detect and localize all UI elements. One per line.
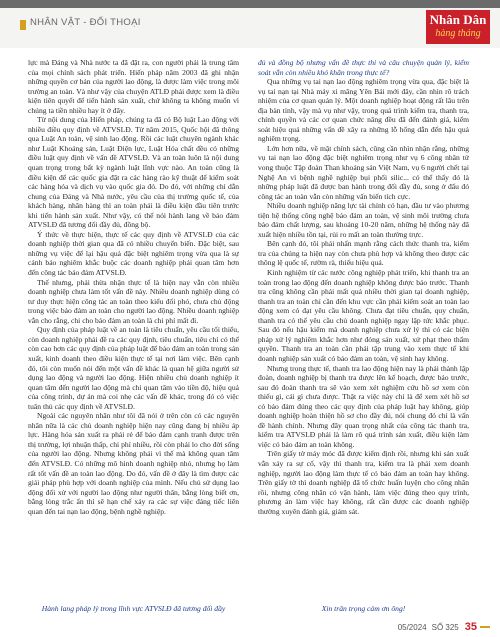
paragraph: Trên giấy tờ máy móc đã được kiểm định rồi, nhưng khi sản xuất vẫn xảy ra sự cố, vậy thì thanh tra, kiểm tra là phải xem doanh nghiệp, người lao động làm thực tế có bảo đảm an toàn hay không. Trên giấy tờ thì doanh nghiệp đã tổ chức huấn luyện cho công nhân rồi, nhưng công nhân có vận hành, làm việc đúng theo quy trình, phương án làm việc hay không, rất cần được các doanh nghiệp thường xuyên đánh giá, giám sát. [258, 449, 469, 516]
newspaper-logo [426, 10, 490, 44]
paragraph: Thế nhưng, phải thừa nhận thực tế là hiện nay vẫn còn nhiều doanh nghiệp chưa làm tốt vấn đề này. Nhiều doanh nghiệp dùng có tư duy thực hiện công tác an toàn theo kiểu đối phó, chưa chủ động trong việc bảo đảm an toàn cho người lao động. Nhiều doanh nghiệp vẫn cho rằng, chi cho bảo đảm an toàn là chi phí mất đi. [28, 277, 239, 325]
paragraph: lực mà Đảng và Nhà nước ta đã đặt ra, con người phải là trung tâm của mọi chính sách phát triển. Hiến pháp năm 2003 đã ghi nhận những quyền cơ bản của người lao động, là được làm việc trong môi trường an toàn. Và như vậy của chuyện ATLĐ phải được xem là điều kiện tiên quyết để tiến hành sản xuất, chứ không ta không muốn vì chúng ta tiền nhiều hay ít ở đây. [28, 58, 239, 115]
paragraph: Lớn hơn nữa, về mặt chính sách, cũng cần nhìn nhận rằng, những vụ tai nạn lao động đặc biệt nghiêm trọng như vụ 6 công nhân tử vong thuộc Tập đoàn Than khoáng sản Việt Nam, vụ 6 người chết tại Nghệ An vì bệnh nghề nghiệp bụi phổi silic... có thể thấy đó là những pháp luật đã được ban hành trong đối đầy đủ, song ở đấu đó công tác an toàn vẫn còn những vấn biến tích cực. [258, 143, 469, 201]
paragraph: Ý thức về thực hiện, thực tế các quy định về ATVSLĐ của các doanh nghiệp thời gian qua đã có nhiều chuyển biến. Đặc biệt, sau những vụ việc để lại hậu quả đặc biệt nghiêm trọng vừa qua là sự cảnh báo nghiêm khắc buộc các doanh nghiệp phải quan tâm hơn đến công tác bảo đảm ATVSLĐ. [28, 229, 239, 278]
question-caption: Hành lang pháp lý trong lĩnh vực ATVSLĐ đã tương đối đầy [41, 604, 226, 613]
page-footer [398, 620, 490, 634]
paragraph: Nhiều doanh nghiệp năng lực tài chính có hạn, đầu tư vào phương tiện hệ thống công nghệ bảo đảm an toàn, vệ sinh môi trường chưa bảo đảm chất lượng, sau khoảng 10-20 năm, những hệ thống này đã xuất hiện nhiều tồn tại, rủi ro mất an toàn thường trực. [258, 201, 469, 239]
paragraph: Qua những vụ tai nạn lao động nghiêm trọng vừa qua, đặc biệt là vụ tai nạn tại Nhà máy xi măng Yên Bái mới đây, cần nhìn rõ trách nhiệm của cơ quan quản lý. Một doanh nghiệp hoạt động rất lâu trên địa bàn tỉnh, vậy mà vụ như vậy, trong quá trình kiểm tra, thanh tra, chính quyền và các cơ quan chức năng đều đã đến đánh giá, kiểm soát hiệu quả những vấn đề xây ra những lỗ hổng dẫn đến hậu quả nghiêm trọng. [258, 77, 469, 144]
closing-caption: Xin trân trọng cảm ơn ông! [321, 604, 406, 613]
paragraph: Từ nội dung của Hiến pháp, chúng ta đã có Bộ luật Lao động với nhiều điều quy định về ATVSLĐ. Từ năm 2015, Quốc hội đã thông qua Luật An toàn, vệ sinh lao động. Rồi các luật chuyên ngành khác như Luật Khoáng sản, Luật Điện lực, Luật Hóa chất đều có những điều luật quy định về vấn đề ATVSLĐ. Và an toàn luôn là nội dung quan trọng trong bất kỳ ngành luật lĩnh vực nào. An toàn cũng là điều kiện để các quốc gia đặt ra các hàng rào kỹ thuật để kiểm soát các hàng hóa và dịch vụ vào quốc gia đó. Do đó, với những chỉ dẫn chung của Đảng và Nhà nước, yêu cầu của thị trường quốc tế, của khách hàng, nhân hàng thì an toàn phải là điều kiện đầu tiên trước khi tiến hành sản xuất. Như vậy, có thể nói hành lang về bảo đảm ATVSLĐ đã tương đối đầy đủ, đồng bộ. [28, 115, 239, 230]
left-column [28, 58, 239, 598]
footer-accent-bar [480, 626, 490, 628]
section-marker [20, 20, 26, 30]
right-column [258, 58, 469, 598]
paragraph: Bên cạnh đó, tôi phải nhấn mạnh rằng cách thức thanh tra, kiểm tra của chúng ta hiện nay còn chưa phù hợp và không theo được các thông lệ quốc tế, rườm rà, thiếu hiệu quả. [258, 239, 469, 268]
issue-number: SỐ 325 [431, 622, 459, 632]
section-title: NHÂN VẬT - ĐỐI THOẠI [30, 17, 141, 28]
question-continuation: đủ và đồng bộ nhưng vấn đề thực thi và câu chuyện quản lý, kiểm soát vẫn còn nhiều khó khăn trong thực tế? [258, 58, 469, 77]
page-header [0, 0, 500, 48]
paragraph: Kinh nghiệm từ các nước công nghiệp phát triển, khi thanh tra an toàn trong lao động đến doanh nghiệp không được báo trước. Thanh tra cũng không cần phải mất quá nhiều thời gian tại doanh nghiệp, thanh tra an toàn chỉ cần đến khu vực cần phải kiểm soát an toàn lao động xem có đạt yêu cầu không. Chưa đạt tiêu chuẩn, quy chuẩn, thanh tra có thể yêu cầu chủ doanh nghiệp ngay lập tức khắc phục. Sau đó nếu hậu kiểm mà doanh nghiệp chưa xử lý thì có các biện pháp xử lý nghiêm khắc hơn như đóng sản xuất, xử phạt theo thẩm quyền. Thanh tra an toàn cần phải tập trung vào xem thực tế khi doanh nghiệp sản xuất có bảo đảm an toàn, vệ sinh hay không. [258, 268, 469, 363]
logo-subtitle: hàng tháng [435, 28, 481, 39]
paragraph: Nhưng trong thực tế, thanh tra lao động hiện nay là phải thành lập đoàn, doanh nghiệp bị thanh tra được lên kế hoạch, được báo trước, sau đó đoàn thanh tra sẽ vào xem xét nghiệm cứu hồ sơ xem còn thiếu gì, cái gì chưa được. Thật ra việc này chỉ là để xem xét hồ sơ có bảo đảm đúng theo các quy định của pháp luật hay không, giúp doanh nghiệp hoàn thiện hồ sơ cho đầy đủ, nói chung đó chỉ là vấn đề hành chính. Nhưng đây quan trọng nhất của công tác thanh tra, kiểm tra ATVSLĐ phải là làm rõ quá trình sản xuất, điều kiện làm việc có bảo đảm an toàn không. [258, 363, 469, 449]
paragraph: Quy định của pháp luật về an toàn là tiêu chuẩn, yêu cầu tối thiểu, còn doanh nghiệp phải đề ra các quy định, tiêu chuẩn, tiêu chí có thể còn cao hơn các quy định của pháp luật để bảo đảm an toàn trong sản xuất, kinh doanh theo điều kiện thực tế tại nơi làm việc. Bên cạnh đó, tôi còn muốn nói đến một vấn đề khác là quan hệ giữa người sử dụng lao động và người lao động. Hiện nhiều chủ doanh nghiệp ít quan tâm đến người lao động mà chỉ quan tâm vào tiền độ, hiệu quả của công trình, dự án mà coi nhẹ các vấn đề khác, trong đó có việc tuân thủ các quy định về ATVSLĐ. [28, 325, 239, 411]
logo-title: Nhân Dân [429, 12, 487, 27]
issue-date: 05/2024 [397, 622, 427, 632]
paragraph: Ngoài các nguyên nhân như tôi đã nói ở trên còn có các nguyên nhân nữa là các chủ doanh nghiệp hiện nay cũng đang bị nhiều áp lực. Hàng hóa sản xuất ra phải rẻ để bảo đảm cạnh tranh được trên thị trường, lợi nhuận thấp, chi phí nhiều, rồi còn phải lo cho đời sống của người lao động. Nhưng không phải vì thế mà không quan tâm đến ATVSLĐ. Có những mô hình doanh nghiệp nhỏ, nhưng họ làm rất tốt vấn đề an toàn lao động. Do đó, vấn đề ở đây là tìm được các giải pháp phù hợp với doanh nghiệp của mình. Nếu chủ sử dụng lao động đối xử với người lao động như người thân, bằng lòng biết ơn, bằng lòng trắc ẩn thì sẽ hạn chế xảy ra các sự việc đáng tiếc liên quan đến tai nạn lao động, bệnh nghề nghiệp. [28, 411, 239, 516]
page-number: 35 [464, 621, 477, 633]
top-accent-bar [0, 0, 500, 8]
